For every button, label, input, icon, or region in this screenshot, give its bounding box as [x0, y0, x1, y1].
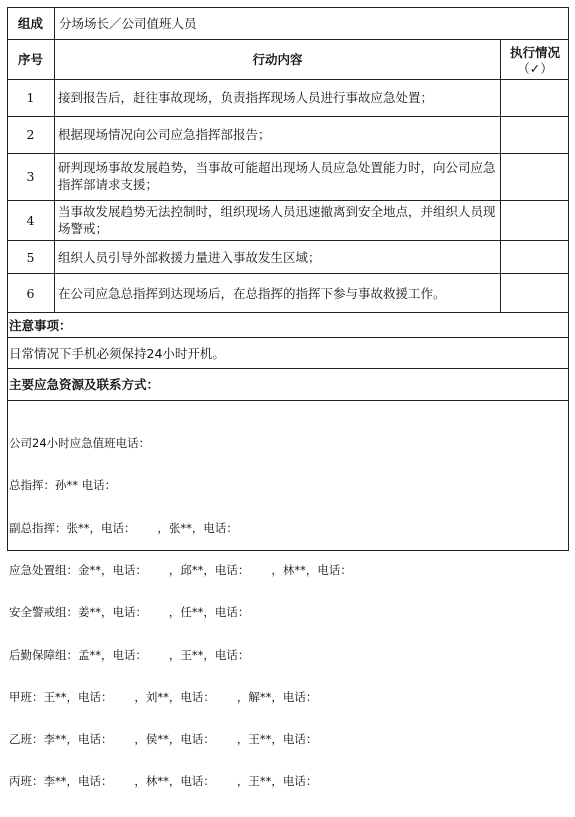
row-action-text: 当事故发展趋势无法控制时，组织现场人员迅速撤离到安全地点，并组织人员现场警戒； — [58, 204, 496, 236]
row-number: 4 — [26, 213, 35, 228]
row-number: 5 — [26, 250, 35, 265]
column-header-action: 行动内容 — [252, 52, 303, 67]
row-number: 1 — [26, 90, 35, 105]
resources-title: 主要应急资源及联系方式： — [9, 377, 160, 392]
divider — [7, 368, 569, 369]
divider — [7, 400, 569, 401]
column-header-seq: 序号 — [17, 52, 43, 67]
contact-line: 应急处置组：金**，电话： ，邱**，电话： ，林**，电话： — [9, 563, 352, 578]
notes-text: 日常情况下手机必须保持24小时开机。 — [9, 346, 225, 361]
contact-line: 副总指挥：张**，电话： ，张**，电话： — [9, 520, 238, 535]
divider — [7, 116, 569, 117]
row-action-text: 在公司应急总指挥到达现场后，在总指挥的指挥下参与事故救援工作。 — [58, 286, 446, 301]
row-action-text: 研判现场事故发展趋势，当事故可能超出现场人员应急处置能力时，向公司应急指挥部请求支援； — [58, 160, 496, 192]
contact-line: 后勤保障组：孟**，电话： ，王**，电话： — [9, 647, 250, 662]
column-header-status: 执行情况 — [509, 45, 560, 60]
column-header-status-mark: （✓） — [517, 61, 553, 76]
row-number: 2 — [26, 127, 35, 142]
group-label: 组成 — [17, 16, 43, 31]
contact-line: 总指挥：孙** 电话： — [9, 478, 117, 493]
row-action-text: 根据现场情况向公司应急指挥部报告； — [58, 127, 271, 142]
contact-line: 甲班：王**，电话： ，刘**，电话： ，解**，电话： — [9, 689, 318, 704]
divider — [7, 79, 569, 80]
divider — [7, 153, 569, 154]
contact-line: 安全警戒组：姜**，电话： ，任**，电话： — [9, 605, 250, 620]
row-action-text: 接到报告后，赶往事故现场，负责指挥现场人员进行事故应急处置； — [58, 90, 434, 105]
contact-list — [9, 408, 565, 817]
divider — [500, 39, 501, 312]
divider — [7, 200, 569, 201]
row-number: 6 — [26, 286, 35, 301]
contact-line: 丙班：李**，电话： ，林**，电话： ，王**，电话： — [9, 774, 318, 789]
notes-title: 注意事项： — [9, 318, 72, 333]
row-number: 3 — [26, 169, 35, 184]
contact-line: 公司24小时应急值班电话： — [9, 436, 151, 451]
divider — [7, 273, 569, 274]
divider — [7, 39, 569, 40]
emergency-action-table — [7, 7, 569, 789]
divider — [7, 337, 569, 338]
divider — [7, 312, 569, 313]
group-value: 分场场长／公司值班人员 — [59, 16, 197, 31]
divider — [7, 240, 569, 241]
row-action-text: 组织人员引导外部救援力量进入事故发生区域； — [58, 250, 321, 265]
contact-line: 乙班：李**，电话： ，侯**，电话： ，王**，电话： — [9, 732, 318, 747]
